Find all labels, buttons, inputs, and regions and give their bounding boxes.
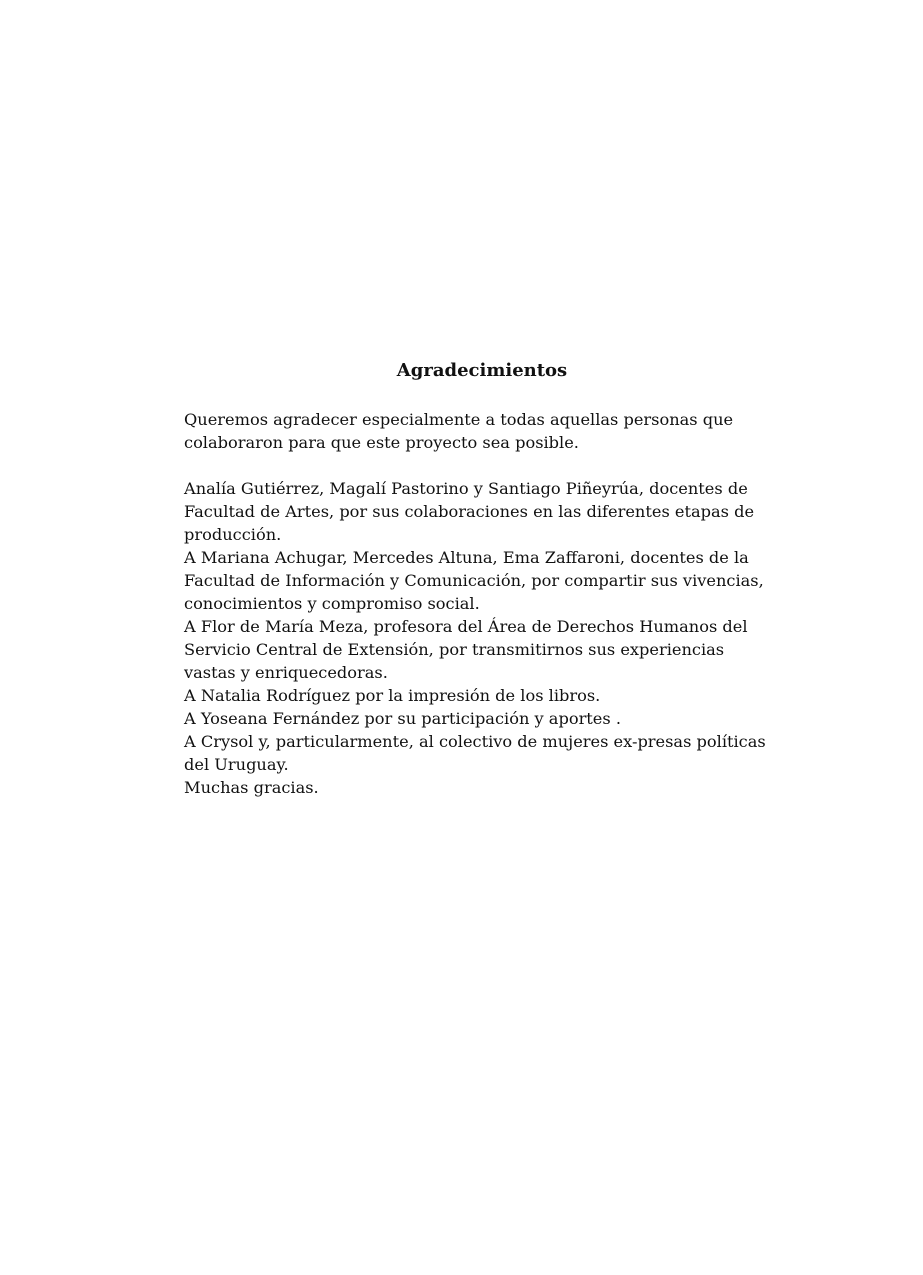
intro-paragraph: Queremos agradecer especialmente a todas aquellas personas que colaboraron para que este proyecto sea posible. [184, 410, 734, 452]
closing-line: Muchas gracias. [184, 778, 319, 797]
paragraph-impresion: A Natalia Rodríguez por la impresión de los libros. [184, 686, 601, 705]
paragraph-derechos-humanos: A Flor de María Meza, profesora del Área de Derechos Humanos del Servicio Central de Extensión, por transmitirnos sus experiencias vastas y enriquecedoras. [184, 617, 748, 682]
paragraph-artes: Analía Gutiérrez, Magalí Pastorino y Santiago Piñeyrúa, docentes de Facultad de Artes, por sus colaboraciones en las diferentes etapas de producción. [184, 479, 755, 544]
paragraph-informacion: A Mariana Achugar, Mercedes Altuna, Ema Zaffaroni, docentes de la Facultad de Información y Comunicación, por compartir sus vivencias, conocimientos y compromiso social. [184, 548, 764, 613]
paragraph-crysol: A Crysol y, particularmente, al colectivo de mujeres ex-presas políticas del Uruguay. [184, 732, 766, 774]
paragraph-participacion: A Yoseana Fernández por su participación y aportes . [184, 709, 621, 728]
page-title: Agradecimientos [396, 360, 568, 381]
acknowledgements-section [184, 358, 774, 799]
